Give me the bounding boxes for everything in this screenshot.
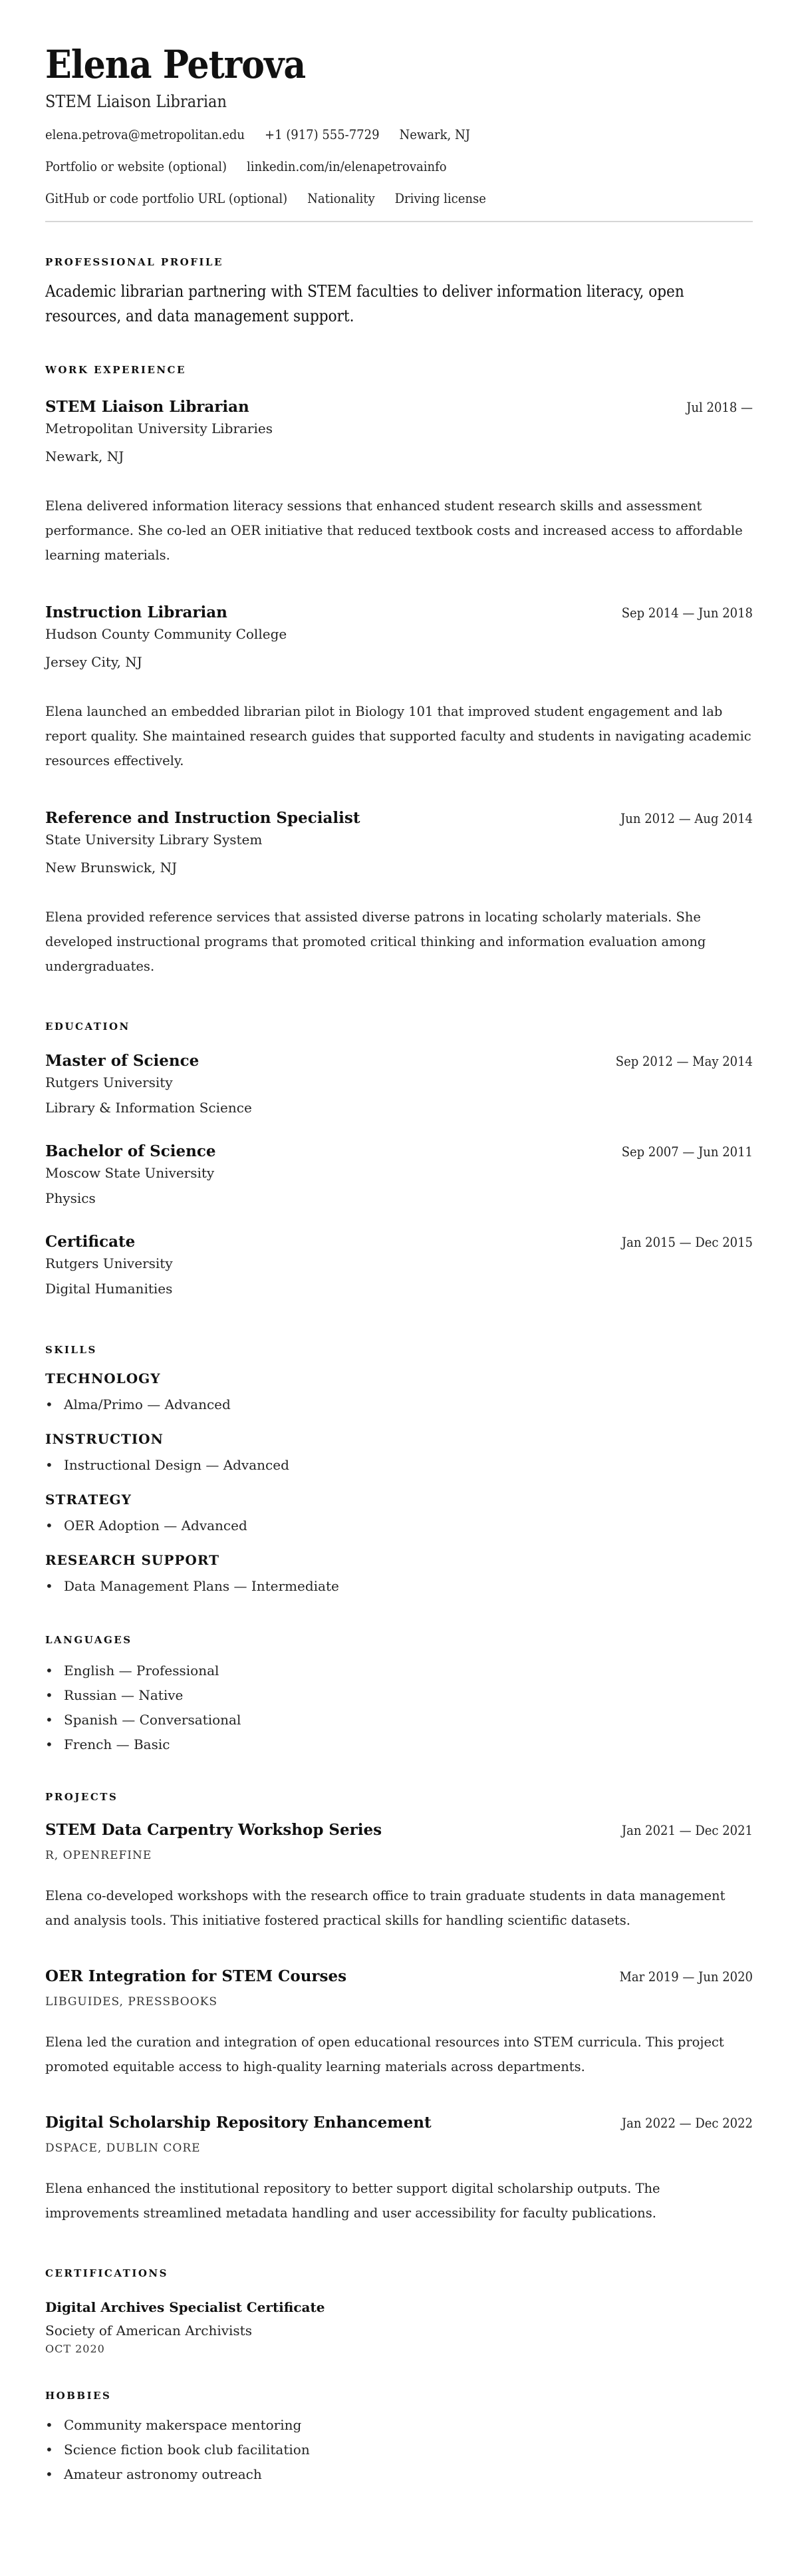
entry-header [45, 397, 753, 418]
degree: Bachelor of Science [45, 1142, 216, 1160]
field-of-study: Digital Humanities [45, 1281, 173, 1297]
language-item: • French — Basic [45, 1732, 753, 1757]
job-title: STEM Liaison Librarian [45, 398, 249, 416]
project-entry [45, 2112, 753, 2225]
skill-category: STRATEGY [45, 1492, 132, 1508]
certification-name: Digital Archives Specialist Certificate [45, 2299, 325, 2315]
contact-item: Newark, NJ [399, 126, 470, 142]
candidate-title: STEM Liaison Librarian [45, 92, 227, 111]
contact-row [45, 157, 753, 176]
experience-entry [45, 602, 753, 773]
job-location: Jersey City, NJ [45, 654, 142, 670]
contact-row [45, 189, 753, 208]
education-entry [45, 1050, 753, 1118]
certification-issuer: Society of American Archivists [45, 2323, 252, 2338]
project-tech: R, OPENREFINE [45, 1849, 152, 1862]
education-entry [45, 1231, 753, 1299]
section-heading: WORK EXPERIENCE [45, 364, 186, 376]
project-dates: Jan 2022 — Dec 2022 [621, 2115, 753, 2131]
job-description: Elena delivered information literacy sessions that enhanced student research skills and assessment performance. She co-led an OER initiative that reduced textbook costs and increased access to affordable learning materials. [45, 498, 743, 563]
contact-item[interactable]: elena.petrova@metropolitan.edu [45, 126, 245, 142]
education-dates: Sep 2012 — May 2014 [615, 1053, 753, 1069]
project-title: STEM Data Carpentry Workshop Series [45, 1821, 382, 1839]
education-dates: Sep 2007 — Jun 2011 [621, 1144, 753, 1160]
section-heading: LANGUAGES [45, 1634, 132, 1646]
school-name: Moscow State University [45, 1165, 215, 1181]
field-of-study: Physics [45, 1190, 96, 1206]
skill-item: • Alma/Primo — Advanced [45, 1392, 753, 1417]
entry-header [45, 602, 753, 623]
project-tech: LIBGUIDES, PRESSBOOKS [45, 1995, 217, 2009]
section-heading: SKILLS [45, 1344, 97, 1356]
header [45, 41, 753, 208]
project-tech: DSPACE, DUBLIN CORE [45, 2142, 201, 2155]
contact-item: Driving license [394, 190, 486, 206]
project-description: Elena co-developed workshops with the research office to train graduate students in data management and analysis tools. This initiative fostered practical skills for handling scientific datasets. [45, 1888, 726, 1928]
skill-category: RESEARCH SUPPORT [45, 1552, 220, 1568]
profile-section [45, 255, 753, 329]
skills-section [45, 1343, 753, 1599]
contact-item: Nationality [307, 190, 375, 206]
entry-header [45, 1141, 753, 1162]
project-title: Digital Scholarship Repository Enhancement [45, 2114, 432, 2132]
certifications-section [45, 2267, 753, 2357]
project-description: Elena led the curation and integration of open educational resources into STEM curricula. This project promoted equitable access to high-quality learning materials across departments. [45, 2034, 724, 2074]
project-entry [45, 1820, 753, 1933]
job-title: Instruction Librarian [45, 603, 227, 621]
languages-section [45, 1633, 753, 1757]
job-dates: Jun 2012 — Aug 2014 [620, 810, 753, 826]
hobby-item: • Community makerspace mentoring [45, 2413, 753, 2438]
certification-entry [45, 2297, 753, 2357]
job-description: Elena provided reference services that assisted diverse patrons in locating scholarly materials. She developed instructional programs that promoted critical thinking and information evaluation among undergraduates. [45, 909, 706, 974]
education-dates: Jan 2015 — Dec 2015 [621, 1234, 753, 1250]
contact-item[interactable]: GitHub or code portfolio URL (optional) [45, 190, 288, 206]
skill-item: • OER Adoption — Advanced [45, 1514, 753, 1538]
experience-section [45, 363, 753, 979]
hobby-item: • Amateur astronomy outreach [45, 2462, 753, 2487]
education-entry [45, 1141, 753, 1209]
entry-header [45, 1820, 753, 1841]
degree: Certificate [45, 1233, 136, 1251]
project-title: OER Integration for STEM Courses [45, 1967, 347, 1985]
skill-list [45, 1514, 753, 1538]
section-heading: CERTIFICATIONS [45, 2267, 168, 2279]
company-name: Hudson County Community College [45, 626, 287, 642]
job-description: Elena launched an embedded librarian pilot in Biology 101 that improved student engagement and lab report quality. She maintained research guides that supported faculty and students in navigating academic resources effectively. [45, 704, 751, 768]
language-item: • English — Professional [45, 1659, 753, 1683]
section-heading: HOBBIES [45, 2390, 112, 2402]
job-dates: Jul 2018 — [686, 399, 753, 415]
project-description: Elena enhanced the institutional repository to better support digital scholarship outputs. The improvements streamlined metadata handling and user accessibility for faculty publications. [45, 2181, 660, 2221]
project-entry [45, 1966, 753, 2079]
skill-category: TECHNOLOGY [45, 1370, 161, 1386]
experience-entry [45, 397, 753, 567]
header-divider [45, 221, 753, 222]
job-title: Reference and Instruction Specialist [45, 809, 360, 827]
entry-header [45, 808, 753, 829]
entry-header [45, 2112, 753, 2134]
section-heading: PROJECTS [45, 1791, 118, 1803]
entry-header [45, 1050, 753, 1072]
section-heading: EDUCATION [45, 1021, 130, 1033]
language-item: • Spanish — Conversational [45, 1708, 753, 1732]
skill-list [45, 1574, 753, 1599]
school-name: Rutgers University [45, 1074, 173, 1090]
degree: Master of Science [45, 1052, 200, 1070]
school-name: Rutgers University [45, 1255, 173, 1271]
contact-item[interactable]: linkedin.com/in/elenapetrovainfo [247, 158, 447, 174]
project-dates: Jan 2021 — Dec 2021 [621, 1822, 753, 1838]
entry-header [45, 1966, 753, 1987]
skill-category: INSTRUCTION [45, 1431, 164, 1447]
job-location: New Brunswick, NJ [45, 860, 178, 876]
projects-section [45, 1790, 753, 2225]
certification-date: OCT 2020 [45, 2342, 105, 2355]
contact-row [45, 125, 753, 144]
section-heading: PROFESSIONAL PROFILE [45, 256, 223, 268]
skill-list [45, 1453, 753, 1478]
candidate-name: Elena Petrova [45, 42, 306, 87]
experience-entry [45, 808, 753, 979]
language-item: • Russian — Native [45, 1683, 753, 1708]
education-section [45, 1020, 753, 1299]
contact-info [45, 125, 753, 208]
skill-list [45, 1392, 753, 1417]
company-name: Metropolitan University Libraries [45, 420, 273, 436]
hobbies-section [45, 2389, 753, 2487]
job-location: Newark, NJ [45, 448, 124, 464]
project-dates: Mar 2019 — Jun 2020 [619, 1969, 753, 1985]
entry-header [45, 1231, 753, 1253]
job-dates: Sep 2014 — Jun 2018 [621, 605, 753, 621]
skill-item: • Data Management Plans — Intermediate [45, 1574, 753, 1599]
company-name: State University Library System [45, 832, 263, 848]
profile-summary: Academic librarian partnering with STEM faculties to deliver information literacy, open resources, and data management support. [45, 282, 684, 325]
skill-item: • Instructional Design — Advanced [45, 1453, 753, 1478]
hobby-item: • Science fiction book club facilitation [45, 2438, 753, 2462]
field-of-study: Library & Information Science [45, 1100, 252, 1116]
contact-item[interactable]: Portfolio or website (optional) [45, 158, 227, 174]
contact-item: +1 (917) 555-7729 [265, 126, 380, 142]
